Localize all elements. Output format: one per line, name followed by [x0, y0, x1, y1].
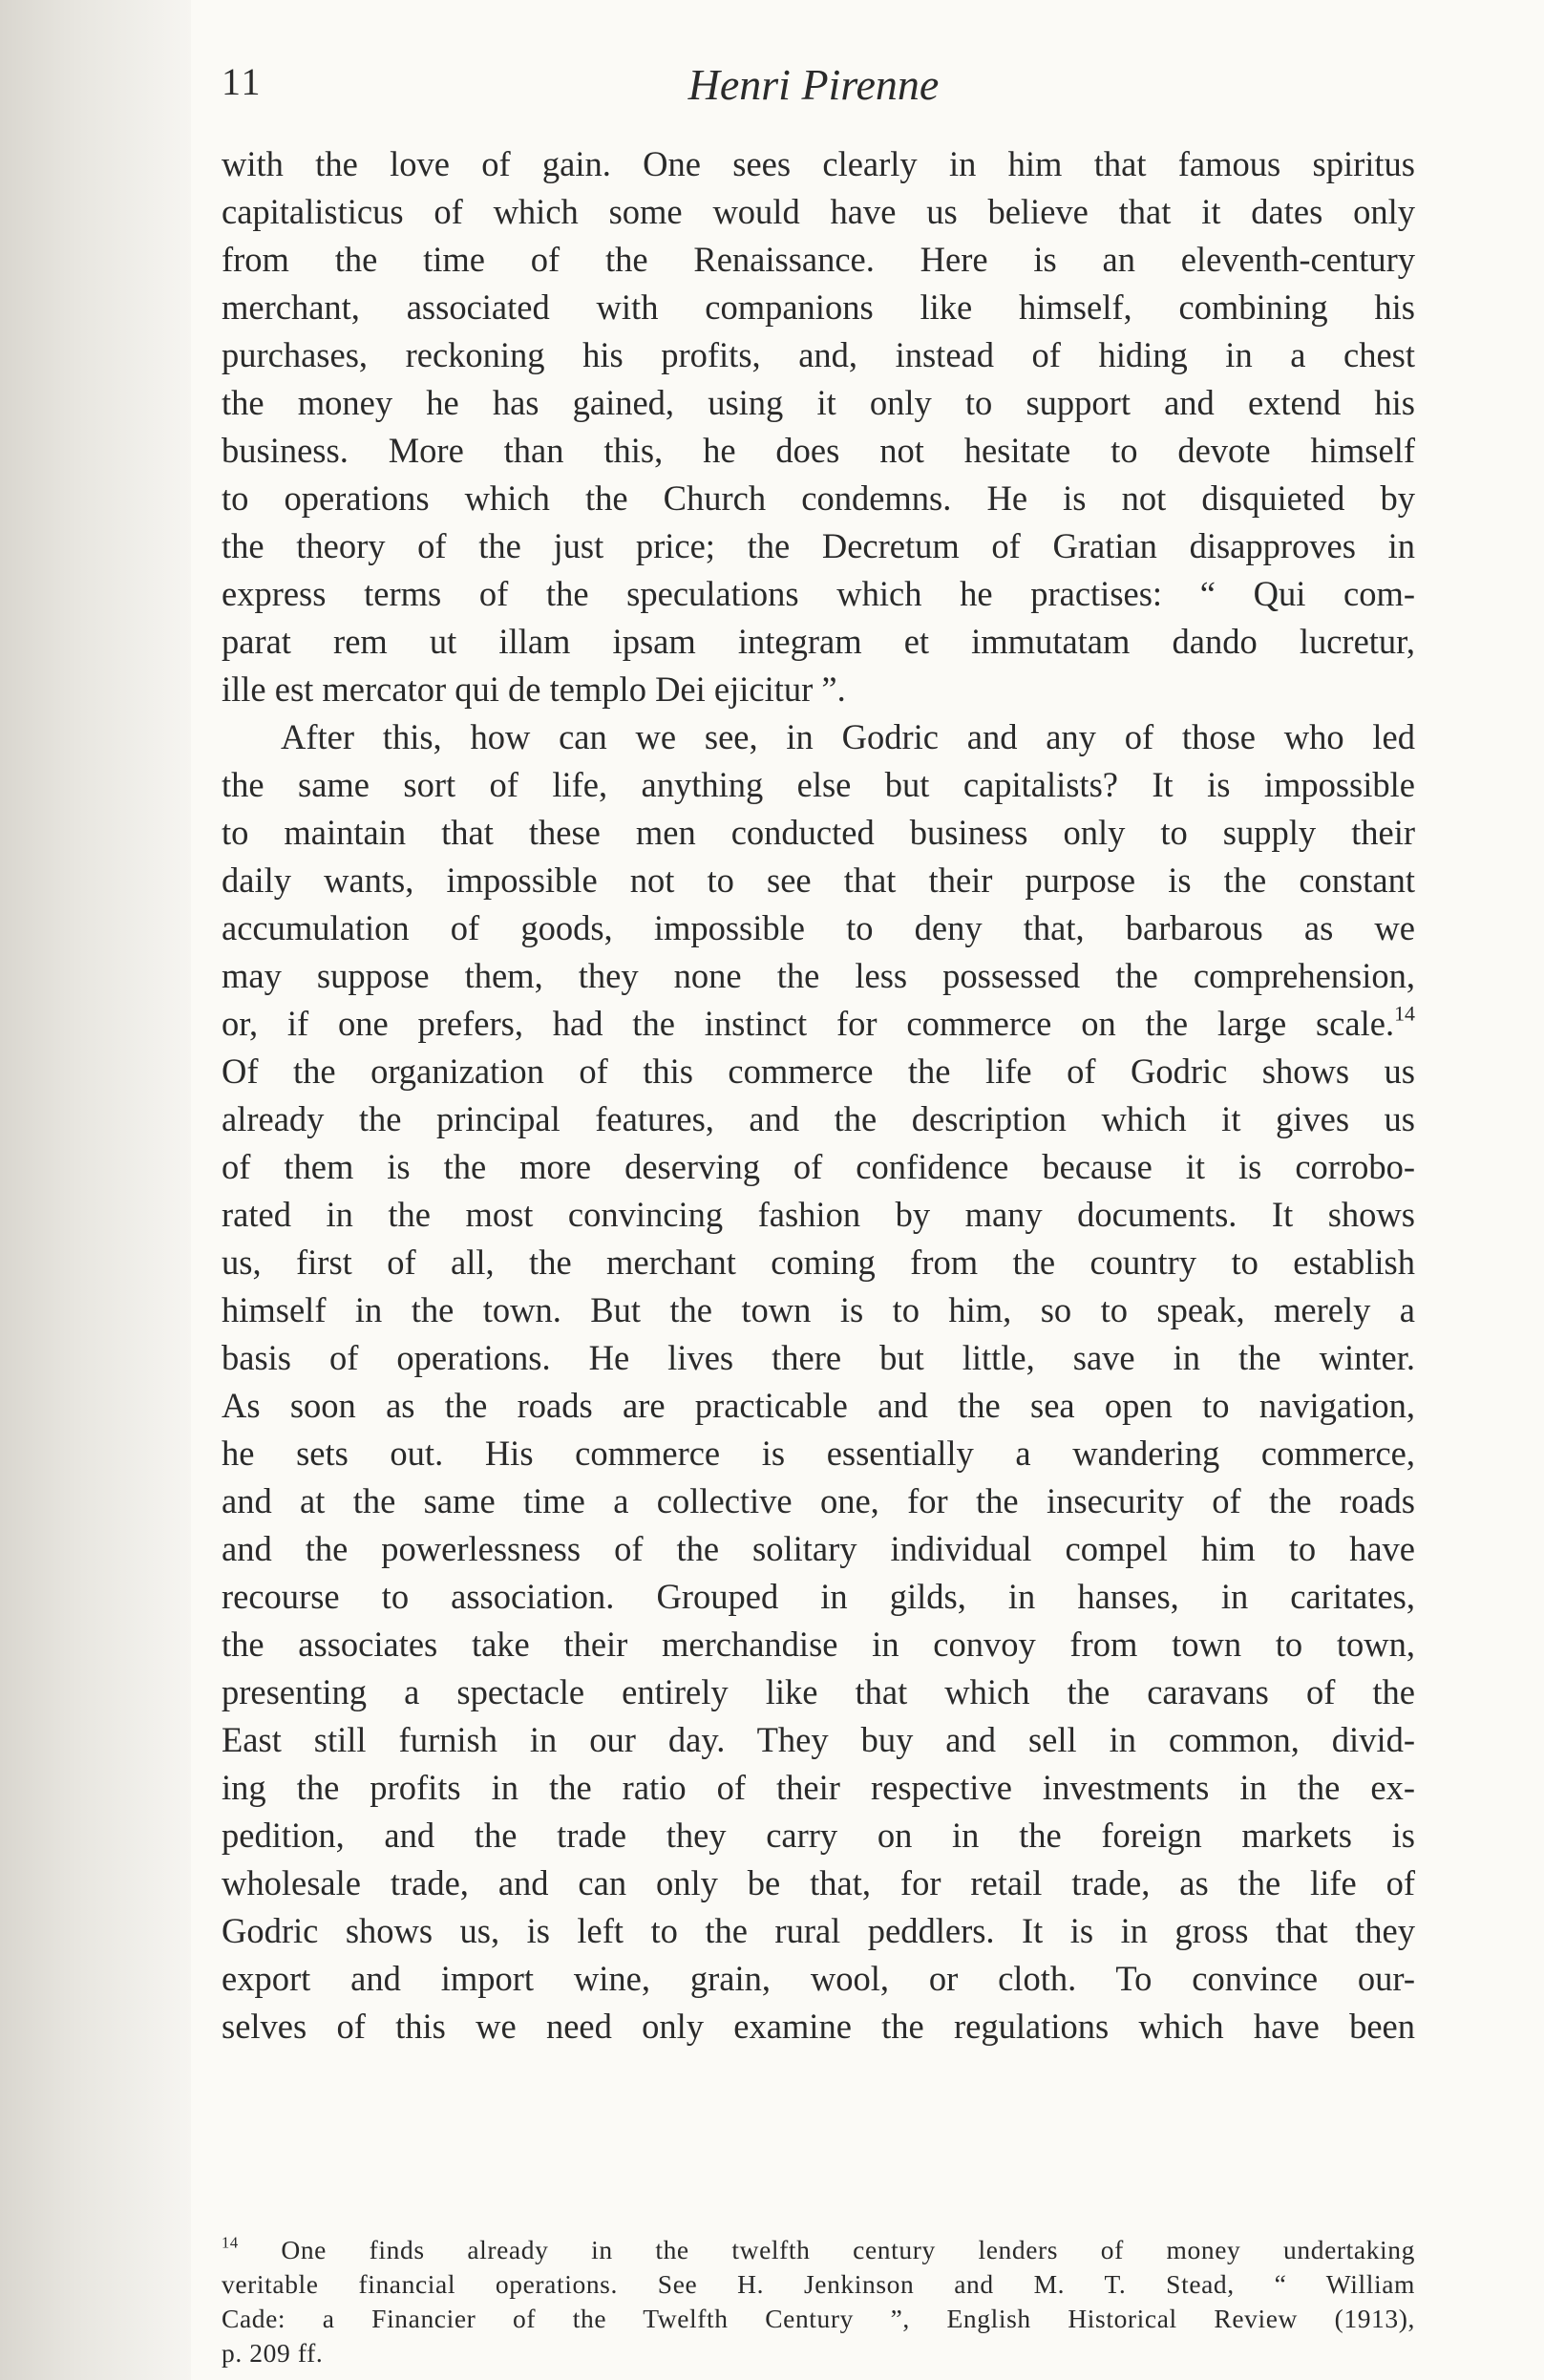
text-line: recourse to association. Grouped in gilds, in hanses, in caritates, [222, 1577, 1415, 1616]
text-line: the same sort of life, anything else but capitalists? It is impossible [222, 765, 1415, 804]
text-line: may suppose them, they none the less possessed the comprehension, [222, 956, 1415, 995]
text-line: merchant, associated with companions like himself, combining his [222, 287, 1415, 327]
text-line: Of the organization of this commerce the life of Godric shows us [222, 1052, 1415, 1091]
page-header [222, 59, 1406, 126]
footnote-line: Cade: a Financier of the Twelfth Century ”, English Historical Review (1913), [222, 2304, 1415, 2333]
text-line-with-footnote-ref [222, 1000, 1415, 1048]
text-line: and at the same time a collective one, for the insecurity of the roads [222, 1481, 1415, 1520]
running-head: Henri Pirenne [687, 60, 940, 109]
footnote-line: p. 209 ff. [222, 2338, 324, 2368]
footnote-ref: 14 [1394, 1001, 1415, 1026]
text-line: to operations which the Church condemns. He is not disquieted by [222, 478, 1415, 518]
text-line: already the principal features, and the description which it gives us [222, 1099, 1415, 1138]
text-line: selves of this we need only examine the regulations which have been [222, 2007, 1415, 2046]
text-line: daily wants, impossible not to see that their purpose is the constant [222, 861, 1415, 900]
text-line: express terms of the speculations which he practises: “ Qui com- [222, 574, 1415, 613]
text-line: us, first of all, the merchant coming from the country to establish [222, 1243, 1415, 1282]
text-line: presenting a spectacle entirely like that which the caravans of the [222, 1672, 1415, 1711]
text-line: ing the profits in the ratio of their respective investments in the ex- [222, 1768, 1415, 1807]
body-text [222, 140, 1415, 2051]
text-line: After this, how can we see, in Godric and any of those who led [281, 717, 1415, 756]
text-line: the money he has gained, using it only to support and extend his [222, 383, 1415, 422]
text-line: and the powerlessness of the solitary individual compel him to have [222, 1529, 1415, 1568]
footnotes [222, 2233, 1415, 2370]
page-gutter-shadow [0, 0, 191, 2380]
text-line: parat rem ut illam ipsam integram et immutatam dando lucretur, [222, 622, 1415, 661]
text-line: rated in the most convincing fashion by many documents. It shows [222, 1195, 1415, 1234]
text-line: to maintain that these men conducted business only to supply their [222, 813, 1415, 852]
text-line: purchases, reckoning his profits, and, instead of hiding in a chest [222, 335, 1415, 374]
text-line: ille est mercator qui de templo Dei ejicitur ”. [222, 669, 846, 709]
text-line: the theory of the just price; the Decretum of Gratian disapproves in [222, 526, 1415, 565]
text-line: As soon as the roads are practicable and the sea open to navigation, [222, 1386, 1415, 1425]
text-line: the associates take their merchandise in convoy from town to town, [222, 1625, 1415, 1664]
text-line: he sets out. His commerce is essentially a wandering commerce, [222, 1434, 1415, 1473]
footnote-line: veritable financial operations. See H. Jenkinson and M. T. Stead, “ William [222, 2269, 1415, 2299]
text-line: of them is the more deserving of confidence because it is corrobo- [222, 1147, 1415, 1186]
text-line: East still furnish in our day. They buy and sell in common, divid- [222, 1720, 1415, 1759]
text-line: wholesale trade, and can only be that, for retail trade, as the life of [222, 1863, 1415, 1902]
text-line: with the love of gain. One sees clearly in him that famous spiritus [222, 144, 1415, 183]
footnote-line [222, 2233, 1415, 2267]
text-line: accumulation of goods, impossible to deny that, barbarous as we [222, 908, 1415, 947]
text-line: business. More than this, he does not hesitate to devote himself [222, 431, 1415, 470]
text-line: from the time of the Renaissance. Here is an eleventh-century [222, 240, 1415, 279]
text-line: capitalisticus of which some would have us believe that it dates only [222, 192, 1415, 231]
footnote-text: One finds already in the twelfth century lenders of money undertaking [281, 2235, 1415, 2264]
page-number: 11 [222, 60, 263, 103]
text-line: Godric shows us, is left to the rural peddlers. It is in gross that they [222, 1911, 1415, 1950]
text-line: himself in the town. But the town is to him, so to speak, merely a [222, 1290, 1415, 1329]
footnote-marker: 14 [222, 2233, 239, 2252]
text-line: basis of operations. He lives there but little, save in the winter. [222, 1338, 1415, 1377]
text-line: or, if one prefers, had the instinct for commerce on the large scale. [222, 1004, 1395, 1043]
text-line: pedition, and the trade they carry on in the foreign markets is [222, 1816, 1415, 1855]
text-line: export and import wine, grain, wool, or cloth. To convince our- [222, 1959, 1415, 1998]
